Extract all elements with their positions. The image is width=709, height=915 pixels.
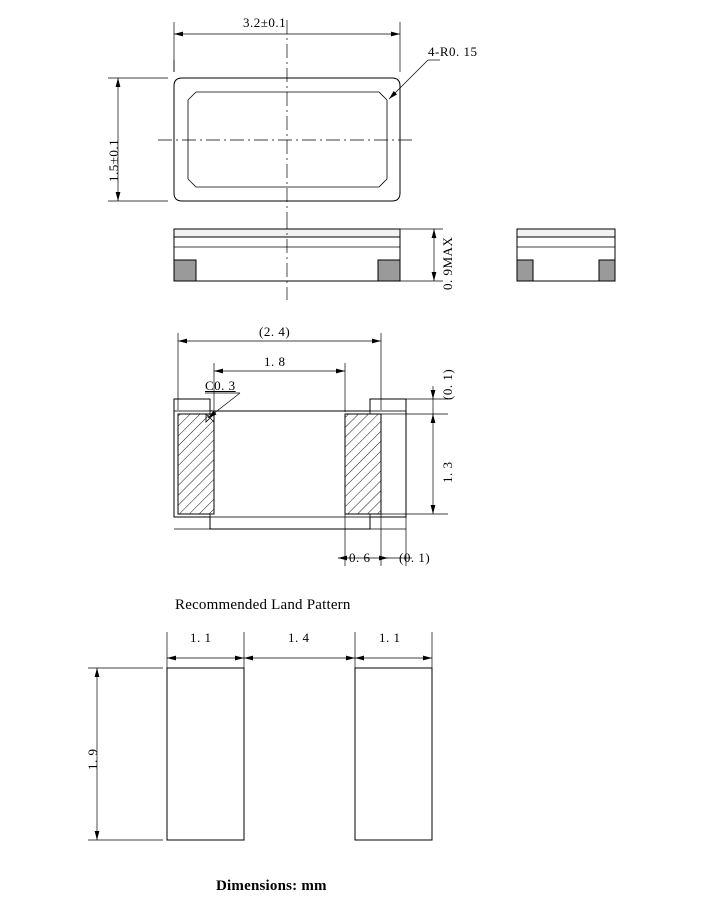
dim-label-outer-pad-span: (2. 4) — [259, 324, 291, 339]
land-pattern-caption: Recommended Land Pattern — [175, 597, 351, 613]
dim-label-corner-radius: 4-R0. 15 — [428, 44, 478, 59]
dim-label-height-max: 0. 9MAX — [440, 236, 455, 290]
dim-label-inner-pad-span: 1. 8 — [264, 354, 286, 369]
bottom-view-geometry — [174, 333, 448, 566]
dim-label-body-width: 1.5±0.1 — [106, 138, 121, 182]
dim-label-land-pad-height: 1. 9 — [85, 748, 100, 770]
dim-label-pad-offset-top: (0. 1) — [440, 368, 455, 400]
dim-label-pad-height: 1. 3 — [440, 461, 455, 483]
dim-label-land-pad-width-right: 1. 1 — [379, 630, 401, 645]
dim-label-pad-width: 0. 6 — [349, 550, 371, 565]
side-view-geometry — [174, 215, 443, 300]
dim-label-chamfer: C0. 3 — [205, 378, 236, 393]
dim-label-land-pad-gap: 1. 4 — [288, 630, 310, 645]
end-view-geometry — [517, 229, 615, 281]
dim-label-land-pad-width-left: 1. 1 — [190, 630, 212, 645]
units-note: Dimensions: mm — [216, 878, 327, 894]
dim-label-body-length: 3.2±0.1 — [243, 15, 287, 30]
dim-label-pad-offset-right: (0. 1) — [399, 550, 431, 565]
land-pattern-geometry — [88, 632, 432, 840]
top-view-geometry — [108, 20, 440, 215]
